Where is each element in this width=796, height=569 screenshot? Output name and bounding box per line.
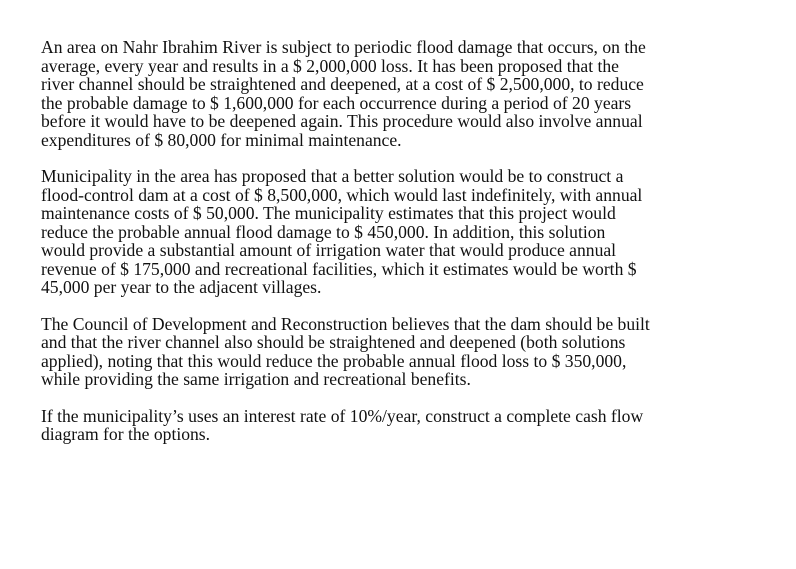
text-line: and that the river channel also should be straightened and deepened (both solutions xyxy=(41,332,626,352)
text-line: before it would have to be deepened again. This procedure would also involve annual xyxy=(41,111,643,131)
text-line: flood-control dam at a cost of $ 8,500,000, which would last indefinitely, with annual xyxy=(41,184,643,205)
text-line: applied), noting that this would reduce the probable annual flood loss to $ 350,000, xyxy=(41,350,627,371)
text-line: The Council of Development and Reconstruction believes that the dam should be built xyxy=(41,313,650,334)
text-line: diagram for the options. xyxy=(41,424,211,444)
paragraph-combined-option xyxy=(41,315,781,389)
text-line: reduce the probable annual flood damage to $ 450,000. In addition, this solution xyxy=(41,221,606,242)
text-line: would provide a substantial amount of irrigation water that would produce annual xyxy=(41,240,617,260)
text-line: Municipality in the area has proposed that a better solution would be to construct a xyxy=(41,166,624,186)
text-line: If the municipality’s uses an interest rate of 10%/year, construct a complete cash flow xyxy=(41,405,644,426)
paragraph-river-channel-option xyxy=(41,38,781,149)
paragraph-question xyxy=(41,407,781,444)
text-line: expenditures of $ 80,000 for minimal maintenance. xyxy=(41,129,402,150)
text-line: while providing the same irrigation and recreational benefits. xyxy=(41,369,471,389)
text-line: 45,000 per year to the adjacent villages. xyxy=(41,277,322,297)
text-line: revenue of $ 175,000 and recreational facilities, which it estimates would be worth $ xyxy=(41,258,637,279)
paragraph-dam-option xyxy=(41,167,781,297)
text-line: maintenance costs of $ 50,000. The municipality estimates that this project would xyxy=(41,203,616,223)
document-body xyxy=(41,38,781,462)
text-line: An area on Nahr Ibrahim River is subject to periodic flood damage that occurs, on the xyxy=(41,37,646,57)
text-line: average, every year and results in a $ 2,000,000 loss. It has been proposed that the xyxy=(41,55,619,76)
text-line: the probable damage to $ 1,600,000 for each occurrence during a period of 20 years xyxy=(41,92,632,113)
text-line: river channel should be straightened and deepened, at a cost of $ 2,500,000, to reduce xyxy=(41,74,644,94)
